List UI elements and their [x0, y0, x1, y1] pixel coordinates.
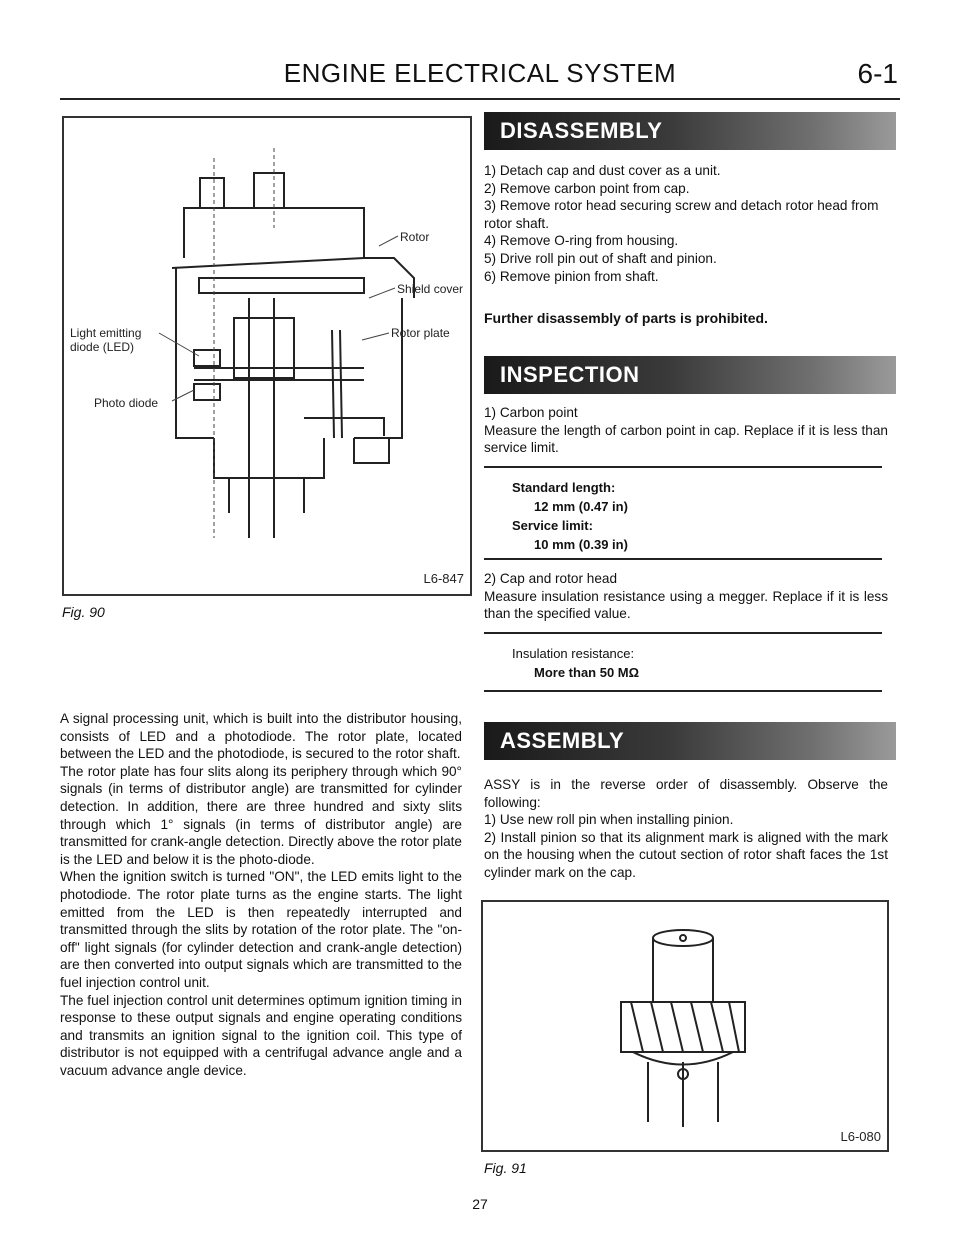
- figure-91-code: L6-080: [840, 1129, 881, 1144]
- inspection-item-2-title: 2) Cap and rotor head: [484, 571, 618, 586]
- assembly-step: 2) Install pinion so that its alignment mark is aligned with the mark on the housing when the cutout section of rotor shaft faces the 1st cylinder mark on the cap.: [484, 829, 888, 880]
- figure-91-caption: Fig. 91: [484, 1160, 527, 1176]
- spec-2-bottom-rule: [484, 690, 882, 692]
- spec-limit-value: 10 mm (0.39 in): [534, 537, 628, 552]
- spec-2-block: [512, 644, 872, 682]
- disassembly-step: 3) Remove rotor head securing screw and detach rotor head from rotor shaft.: [484, 198, 879, 231]
- spec-1-bottom-rule: [484, 558, 882, 560]
- inspection-item-2-text: Measure insulation resistance using a megger. Replace if it is less than the specified value.: [484, 588, 888, 622]
- inspection-item-1-text: Measure the length of carbon point in cap. Replace if it is less than service limit.: [484, 422, 888, 456]
- inspection-heading: INSPECTION: [484, 356, 896, 394]
- figure-90-code: L6-847: [423, 571, 464, 586]
- pinion-shaft-diagram: [483, 902, 887, 1150]
- callout-shield-cover: Shield cover: [397, 282, 464, 296]
- disassembly-heading: DISASSEMBLY: [484, 112, 896, 150]
- callout-led-line1: Light emitting: [70, 326, 142, 340]
- disassembly-step: 5) Drive roll pin out of shaft and pinion.: [484, 250, 717, 266]
- assembly-intro: ASSY is in the reverse order of disassembly. Observe the following:: [484, 777, 888, 810]
- description-paragraph: When the ignition switch is turned "ON", the LED emits light to the photodiode. The rotor plate turns as the engine starts. The light emitted from the LED is then repeatedly interrupted and transmitted through the slits by rotation of the rotor plate. The "on-off" light signals (for cylinder detection and crank-angle detection) are then converted into output signals which are transmitted to the fuel injection control unit.: [60, 869, 462, 990]
- figure-90-caption: Fig. 90: [62, 604, 105, 620]
- assembly-step: 1) Use new roll pin when installing pinion.: [484, 812, 734, 828]
- spec-standard-value: 12 mm (0.47 in): [534, 499, 628, 514]
- callout-photo-diode: Photo diode: [94, 396, 159, 410]
- disassembly-step: 6) Remove pinion from shaft.: [484, 268, 659, 284]
- spec-1-top-rule: [484, 466, 882, 468]
- description-paragraph: The fuel injection control unit determines optimum ignition timing in response to these output signals and engine operating conditions and transmits an ignition signal to the ignition coil. This type of distributor is not equipped with a centrifugal advance angle and a vacuum advance angle device.: [60, 992, 462, 1078]
- disassembly-step: 2) Remove carbon point from cap.: [484, 180, 690, 196]
- description-column: [60, 710, 462, 1079]
- spec-insulation-label: Insulation resistance:: [512, 646, 635, 661]
- spec-standard-label: Standard length:: [512, 480, 616, 495]
- spec-limit-label: Service limit:: [512, 518, 593, 533]
- spec-1-block: [512, 478, 872, 554]
- figure-90-box: [62, 116, 472, 596]
- section-page-number: 6-1: [857, 58, 898, 89]
- inspection-item-2: [484, 570, 888, 623]
- spec-insulation-value: More than 50 MΩ: [534, 665, 640, 680]
- assembly-heading: ASSEMBLY: [484, 722, 896, 760]
- callout-rotor-plate: Rotor plate: [391, 326, 450, 340]
- inspection-item-1: [484, 404, 888, 457]
- disassembly-steps: [484, 162, 888, 285]
- disassembly-note: Further disassembly of parts is prohibited.: [484, 310, 768, 326]
- distributor-cross-section-diagram: [64, 118, 470, 594]
- disassembly-step: 4) Remove O-ring from housing.: [484, 233, 679, 249]
- callout-led-line2: diode (LED): [70, 340, 135, 354]
- callout-rotor: Rotor: [400, 230, 430, 244]
- footer-page-number: 27: [472, 1196, 488, 1212]
- figure-91-box: [481, 900, 889, 1152]
- description-paragraph: A signal processing unit, which is built into the distributor housing, consists of LED and a photodiode. The rotor plate, located between the LED and the photodiode, is secured to the rotor shaft.: [60, 711, 462, 762]
- assembly-text: [484, 776, 888, 882]
- inspection-item-1-title: 1) Carbon point: [484, 405, 578, 420]
- header-rule: [60, 98, 900, 100]
- spec-2-top-rule: [484, 632, 882, 634]
- callout-led: [70, 326, 141, 354]
- description-paragraph: The rotor plate has four slits along its periphery through which 90° signals (in terms of distributor angle) are transmitted for cylinder detection. In addition, there are three hundred and sixty slits through which 1° signals (in terms of distributor angle) are transmitted for crank-angle detection. Directly above the rotor plate is the LED and below it is the photo-diode.: [60, 763, 462, 867]
- page-title: ENGINE ELECTRICAL SYSTEM: [283, 58, 677, 88]
- disassembly-step: 1) Detach cap and dust cover as a unit.: [484, 163, 721, 178]
